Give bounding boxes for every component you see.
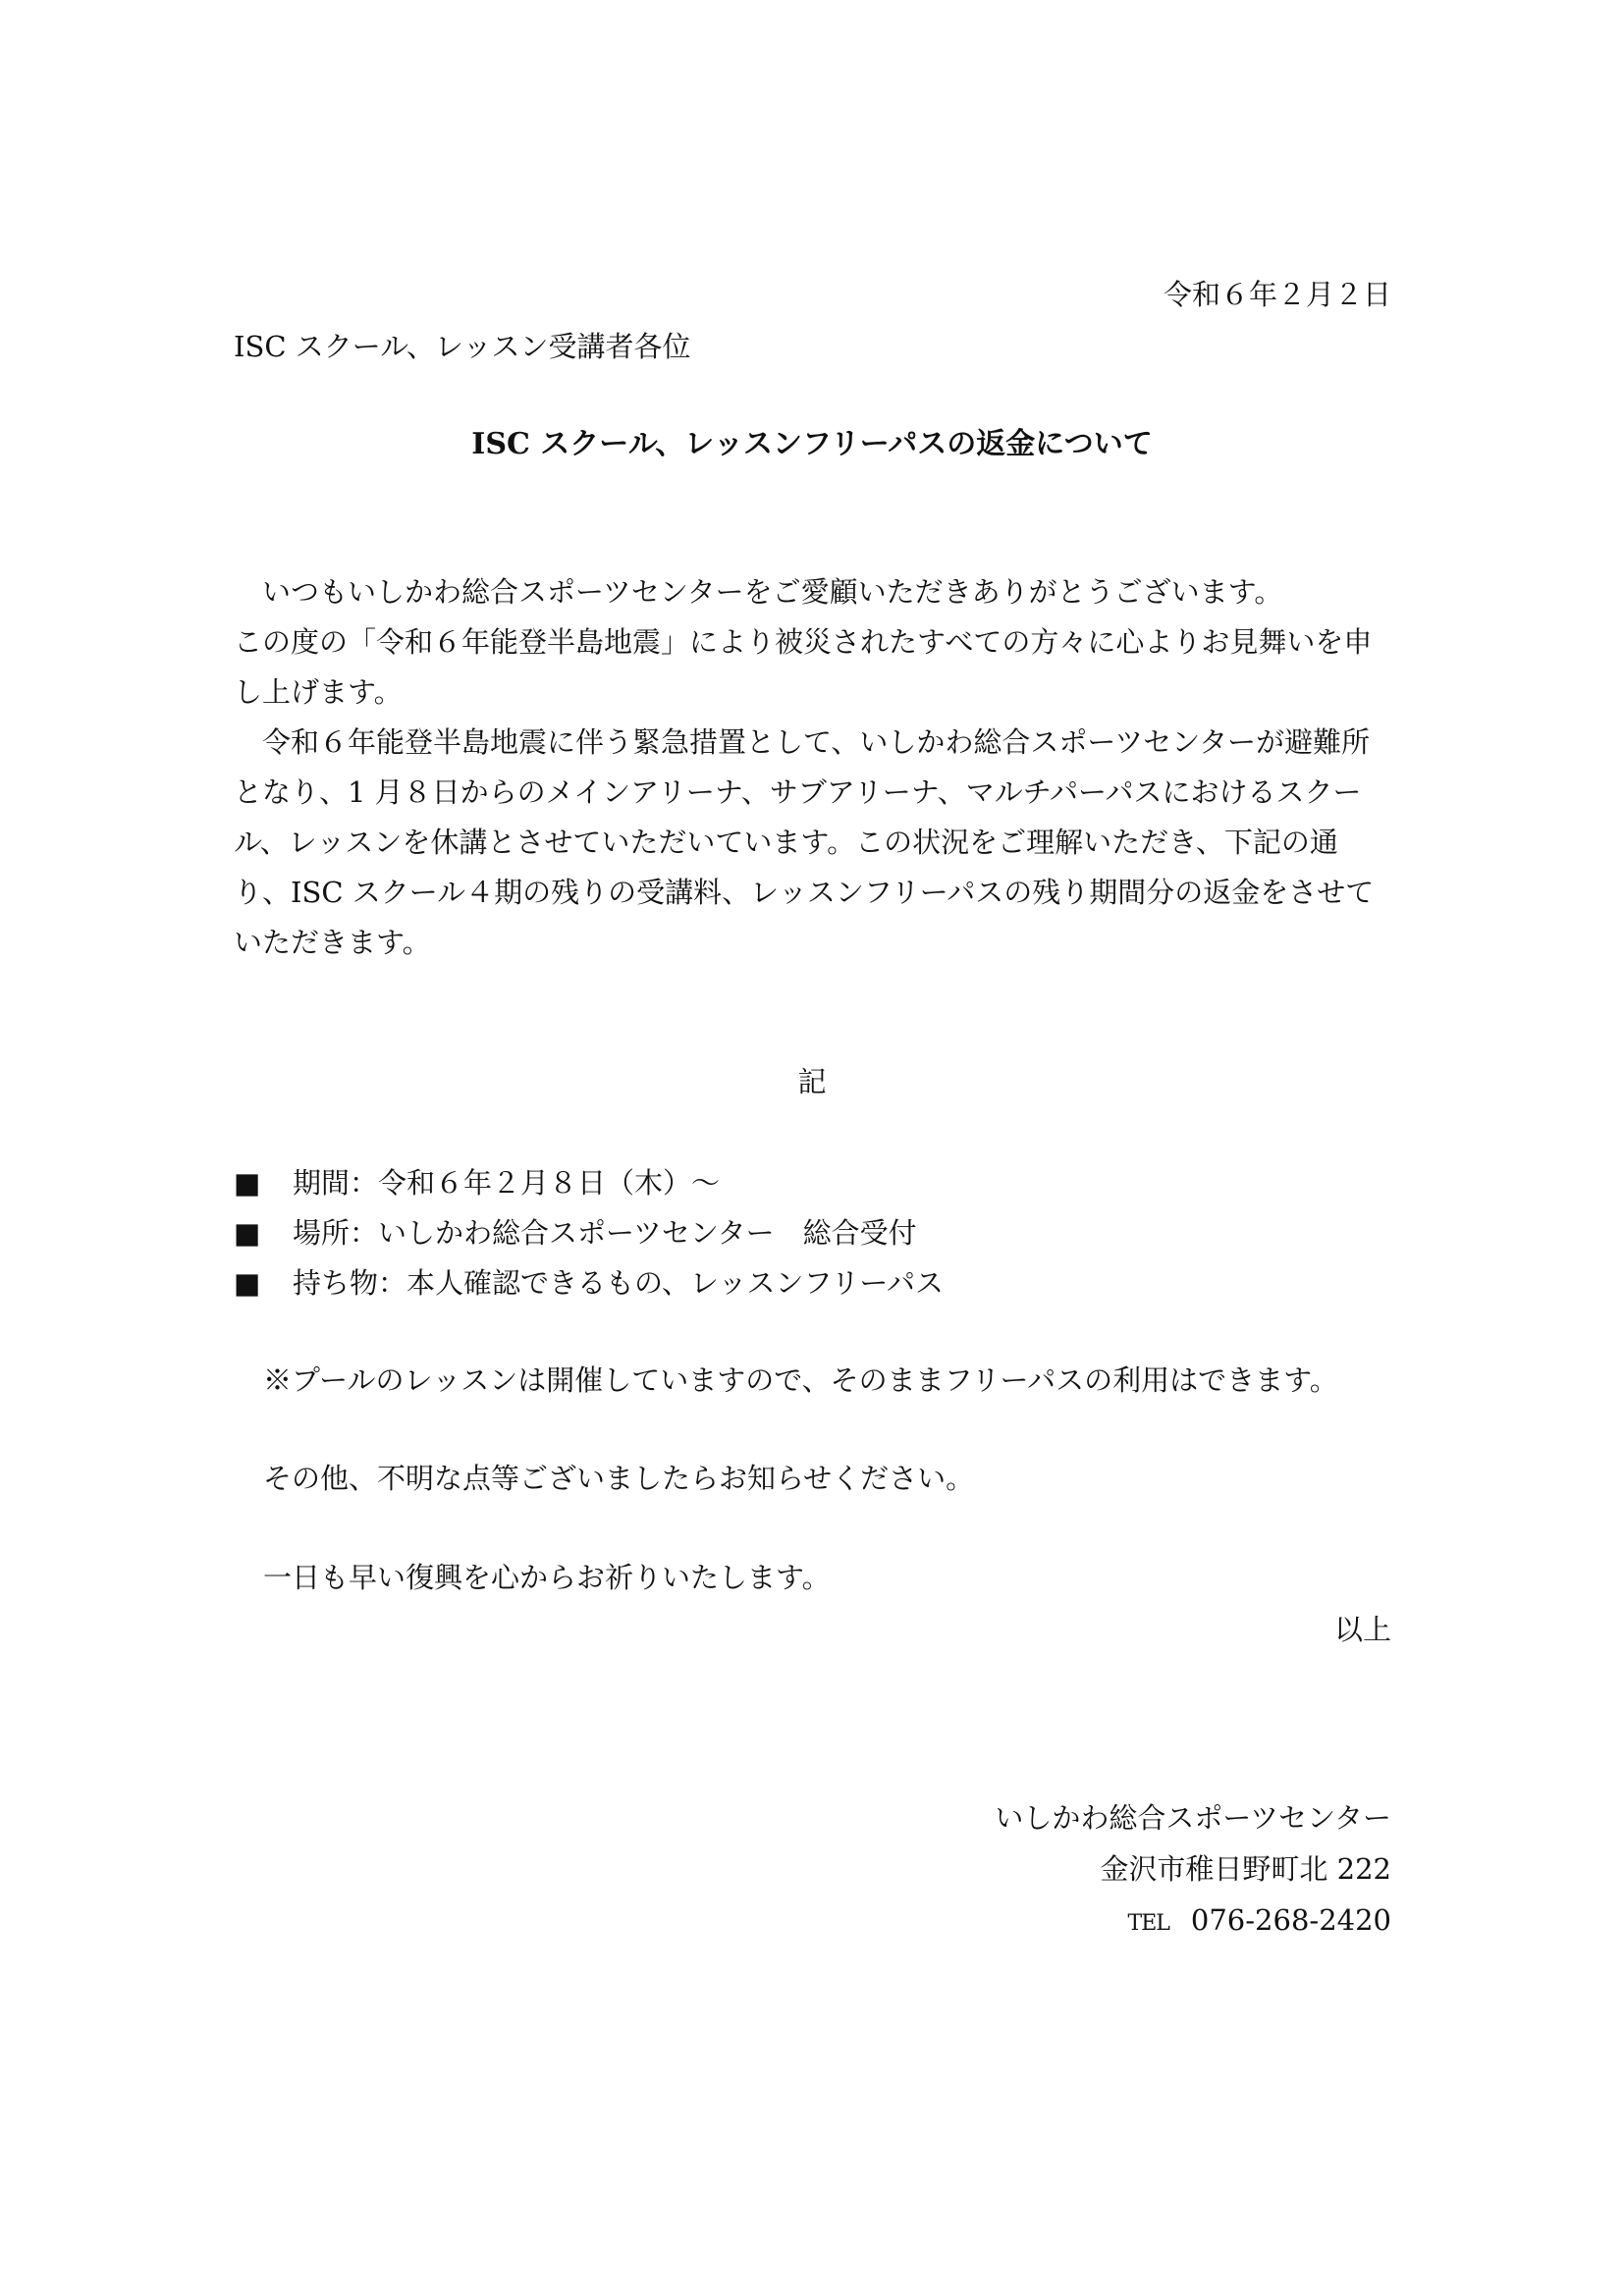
tel-label: TEL — [1127, 1911, 1169, 1936]
closing-remark: 一日も早い復興を心からお祈りいたします。 — [263, 1561, 831, 1594]
tel-number: 076-268-2420 — [1190, 1903, 1391, 1937]
sender-organization: いしかわ総合スポーツセンター — [995, 1801, 1391, 1835]
details-list — [234, 1158, 1392, 1308]
list-item-belongings — [234, 1258, 1392, 1308]
list-item-location — [234, 1208, 1392, 1258]
ijou-end-mark: 以上 — [1333, 1613, 1391, 1646]
paragraph-sympathy: この度の「令和６年能登半島地震」により被災されたすべての方々に心よりお見舞いを申し上げます。 — [234, 625, 1373, 709]
list-item-text: 期間：令和６年２月８日（木）～ — [293, 1166, 721, 1200]
sender-address: 金沢市稚日野町北 222 — [1100, 1852, 1391, 1886]
document-title: ISC スクール、レッスンフリーパスの返金について — [471, 427, 1153, 461]
paragraph-greeting: いつもいしかわ総合スポーツセンターをご愛顧いただきありがとうございます。 — [234, 575, 1283, 609]
ki-heading: 記 — [797, 1065, 827, 1098]
paragraph-refund-notice: 令和６年能登半島地震に伴う緊急措置として、いしかわ総合スポーツセンターが避難所となり、1 月８日からのメインアリーナ、サブアリーナ、マルチパーパスにおけるスクール、レッスンを休講とさせていただいています。この状況をご理解いただき、下記の通り、ISC スクール４期の残りの受講料、レッスンフリーパスの残り期間分の返金をさせていただきます。 — [234, 725, 1375, 959]
list-item-text: 持ち物：本人確認できるもの、レッスンフリーパス — [293, 1266, 944, 1300]
sender-phone — [1128, 1896, 1391, 1948]
addressee: ISC スクール、レッスン受講者各位 — [234, 330, 691, 363]
square-bullet-icon: ■ — [234, 1266, 261, 1300]
issue-date: 令和６年２月２日 — [1163, 278, 1391, 311]
list-item-text: 場所：いしかわ総合スポーツセンター 総合受付 — [293, 1216, 917, 1250]
list-item-period — [234, 1158, 1392, 1208]
square-bullet-icon: ■ — [234, 1166, 261, 1200]
body-text — [234, 567, 1392, 968]
pool-note: ※プールのレッスンは開催していますので、そのままフリーパスの利用はできます。 — [263, 1363, 1338, 1397]
square-bullet-icon: ■ — [234, 1216, 261, 1250]
inquiry-note: その他、不明な点等ございましたらお知らせください。 — [263, 1462, 975, 1495]
